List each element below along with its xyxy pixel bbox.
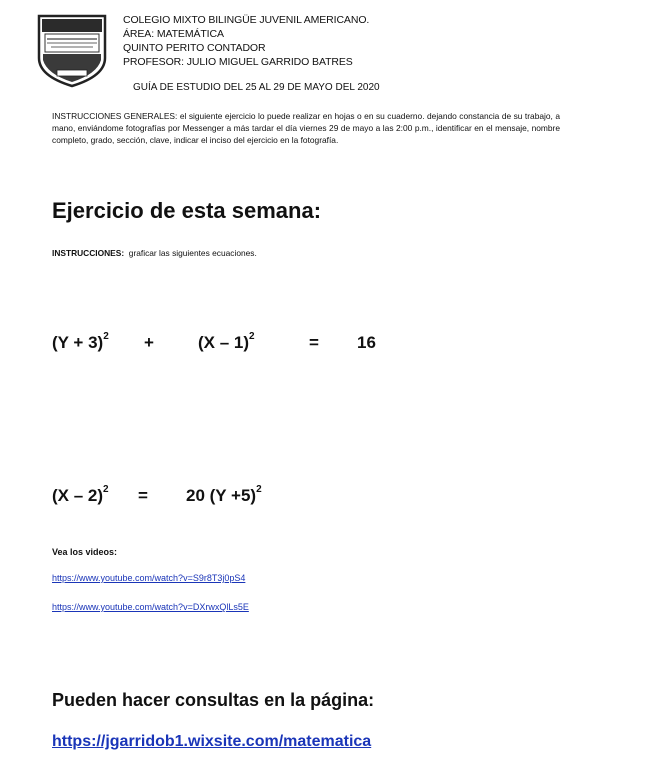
school-name: COLEGIO MIXTO BILINGÜE JUVENIL AMERICANO. xyxy=(123,14,370,26)
exercise-title: Ejercicio de esta semana: xyxy=(52,198,322,223)
equation-1-equals: = xyxy=(309,333,319,352)
video-link-1[interactable]: https://www.youtube.com/watch?v=S9r8T3j0pS4 xyxy=(52,573,246,583)
teacher-name: PROFESOR: JULIO MIGUEL GARRIDO BATRES xyxy=(123,56,353,68)
exercise-instructions xyxy=(52,248,257,258)
equation-1-exponent-1: 2 xyxy=(103,331,109,343)
equation-1-plus: + xyxy=(144,333,154,352)
video-link-2[interactable]: https://www.youtube.com/watch?v=DXrwxQlLs5E xyxy=(52,602,249,612)
equation-2-equals: = xyxy=(138,486,148,505)
study-guide-dates: GUÍA DE ESTUDIO DEL 25 AL 29 DE MAYO DEL 2020 xyxy=(133,82,380,93)
equation-2-exponent-1: 2 xyxy=(103,484,109,496)
equation-2-rhs: 20 $(Y +5)^2$ xyxy=(186,484,262,505)
equation-1-term-2: (X – 1)$^2$ xyxy=(198,331,255,352)
equation-1-rhs: 16 xyxy=(357,333,376,352)
grade-name: QUINTO PERITO CONTADOR xyxy=(123,42,266,54)
equation-1-exponent-2: 2 xyxy=(249,331,255,343)
exercise-instructions-text: graficar las siguientes ecuaciones. xyxy=(128,248,257,258)
general-instructions-text: el siguiente ejercicio lo puede realizar en hojas o en su cuaderno. dejando constancia de su trabajo, a mano, enviándome fotografías por Messenger a más tardar el día viernes 29 de mayo a las 2:00 p.m., identificar en el mensaje, nombre completo, grado, sección, clave, indicar el inciso del ejercicio en la fotografía. xyxy=(52,111,561,145)
videos-label: Vea los videos: xyxy=(52,547,118,557)
general-instructions xyxy=(52,110,560,146)
website-link[interactable]: https://jgarridob1.wixsite.com/matematica xyxy=(52,733,372,750)
equation-2-term-1: (X – 2)$^2$ xyxy=(52,484,109,505)
subject-area: ÁREA: MATEMÁTICA xyxy=(123,28,224,40)
equation-1-term-1: $(Y + 3)^2$ xyxy=(52,331,109,352)
school-crest-logo xyxy=(37,14,107,88)
consult-heading: Pueden hacer consultas en la página: xyxy=(52,690,375,710)
exercise-instructions-label: INSTRUCCIONES: xyxy=(52,248,125,258)
equation-2-exponent-2: 2 xyxy=(256,484,262,496)
general-instructions-label: INSTRUCCIONES GENERALES: xyxy=(52,111,178,121)
